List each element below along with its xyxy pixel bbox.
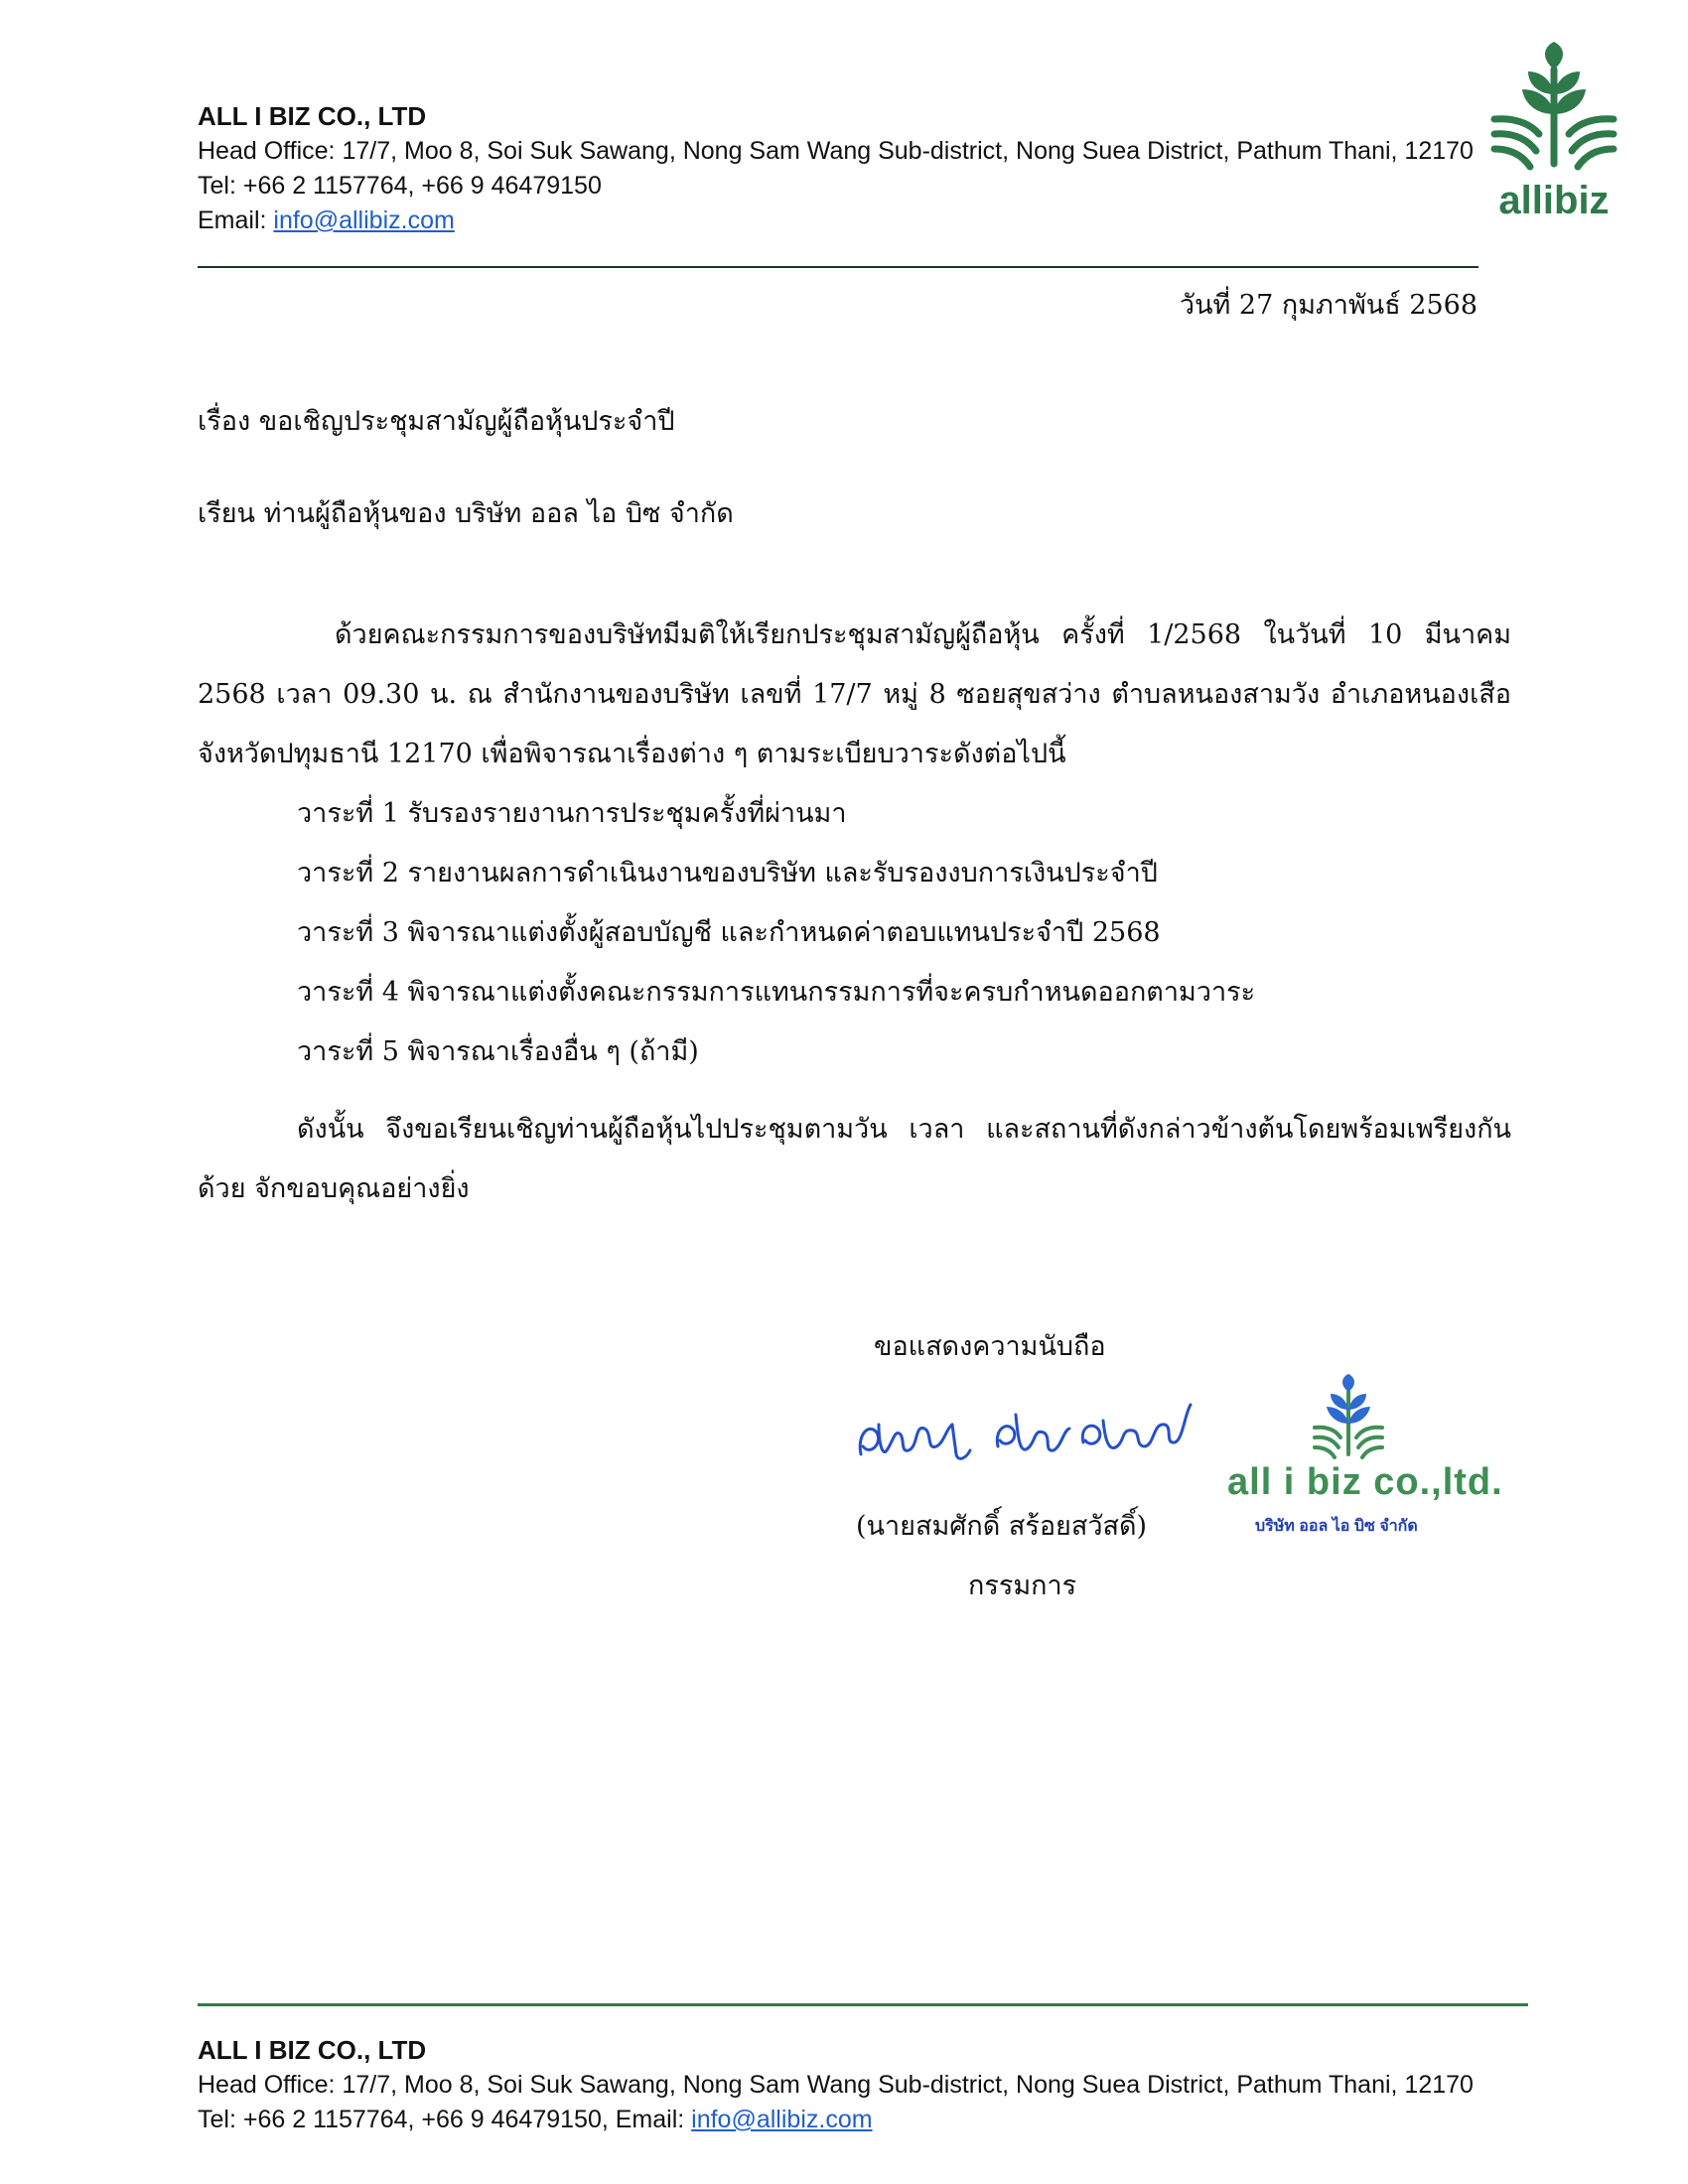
- agenda-item: วาระที่ 2 รายงานผลการดำเนินงานของบริษัท และรับรองงบการเงินประจำปี: [297, 858, 1158, 888]
- intro-paragraph: ด้วยคณะกรรมการของบริษัทมีมติให้เรียกประชุมสามัญผู้ถือหุ้น ครั้งที่ 1/2568 ในวันที่ 10 มีนาคม 2568 เวลา 09.30 น. ณ สำนักงานของบริษัท เลขที่ 17/7 หมู่ 8 ซอยสุขสว่าง ตำบลหนองสามวัง อำเภอหนองเสือ จังหวัดปทุมธานี 12170 เพื่อพิจารณาเรื่องต่าง ๆ ตามระเบียบวาระดังต่อไปนี้: [198, 619, 1511, 769]
- stamp-thai-name: บริษัท ออล ไอ บิซ จำกัด: [1255, 1518, 1418, 1535]
- agenda-list: [198, 784, 1511, 1082]
- company-stamp: [1221, 1370, 1529, 1549]
- logo-wordmark: allibiz: [1498, 179, 1610, 222]
- signer-name: (นายสมศักดิ์ สร้อยสวัสดิ์): [856, 1511, 1148, 1542]
- company-address: Head Office: 17/7, Moo 8, Soi Suk Sawang, Nong Sam Wang Sub-district, Nong Suea District, Pathum Thani, 12170: [198, 137, 1474, 165]
- footer-email-link[interactable]: info@allibiz.com: [691, 2106, 873, 2133]
- email-label: Email:: [198, 206, 274, 234]
- stamp-company-name: all i biz co.,ltd.: [1227, 1461, 1503, 1503]
- stamp-sprout-icon: [1221, 1370, 1529, 1464]
- letter-date: วันที่ 27 กุมภาพันธ์ 2568: [1179, 290, 1477, 321]
- sprout-field-icon: [1484, 40, 1623, 179]
- letter-body: [198, 606, 1511, 1219]
- signer-title: กรรมการ: [968, 1570, 1077, 1601]
- footer-phone: Tel: +66 2 1157764, +66 9 46479150, Email:: [198, 2106, 692, 2133]
- closing-paragraph: ดังนั้น จึงขอเรียนเชิญท่านผู้ถือหุ้นไปประชุมตามวัน เวลา และสถานที่ดังกล่าวข้างต้นโดยพร้อมเพรียงกันด้วย จักขอบคุณอย่างยิ่ง: [198, 1114, 1511, 1204]
- agenda-item: วาระที่ 5 พิจารณาเรื่องอื่น ๆ (ถ้ามี): [297, 1036, 699, 1067]
- company-phone: Tel: +66 2 1157764, +66 9 46479150: [198, 172, 602, 200]
- complimentary-close: ขอแสดงความนับถือ: [874, 1331, 1106, 1362]
- handwritten-signature: [849, 1385, 1206, 1484]
- agenda-item: วาระที่ 3 พิจารณาแต่งตั้งผู้สอบบัญชี และกำหนดค่าตอบแทนประจำปี 2568: [297, 917, 1161, 948]
- company-name: ALL I BIZ CO., LTD: [198, 101, 427, 131]
- footer-company-name: ALL I BIZ CO., LTD: [198, 2035, 427, 2065]
- letterhead: [198, 99, 1474, 238]
- email-link[interactable]: info@allibiz.com: [273, 206, 455, 234]
- footer-contact-row: [198, 2103, 1474, 2137]
- letter-footer: [198, 2033, 1474, 2137]
- letter-salutation: เรียน ท่านผู้ถือหุ้นของ บริษัท ออล ไอ บิซ จำกัด: [198, 498, 734, 529]
- company-logo: [1484, 40, 1623, 223]
- footer-address: Head Office: 17/7, Moo 8, Soi Suk Sawang, Nong Sam Wang Sub-district, Nong Suea District, Pathum Thani, 12170: [198, 2071, 1474, 2099]
- footer-divider: [198, 2003, 1528, 2006]
- company-email-row: [198, 204, 1474, 238]
- agenda-item: วาระที่ 4 พิจารณาแต่งตั้งคณะกรรมการแทนกรรมการที่จะครบกำหนดออกตามวาระ: [297, 977, 1256, 1008]
- header-divider: [198, 266, 1478, 268]
- letter-subject: เรื่อง ขอเชิญประชุมสามัญผู้ถือหุ้นประจำปี: [198, 406, 675, 437]
- agenda-item: วาระที่ 1 รับรองรายงานการประชุมครั้งที่ผ่านมา: [297, 798, 847, 829]
